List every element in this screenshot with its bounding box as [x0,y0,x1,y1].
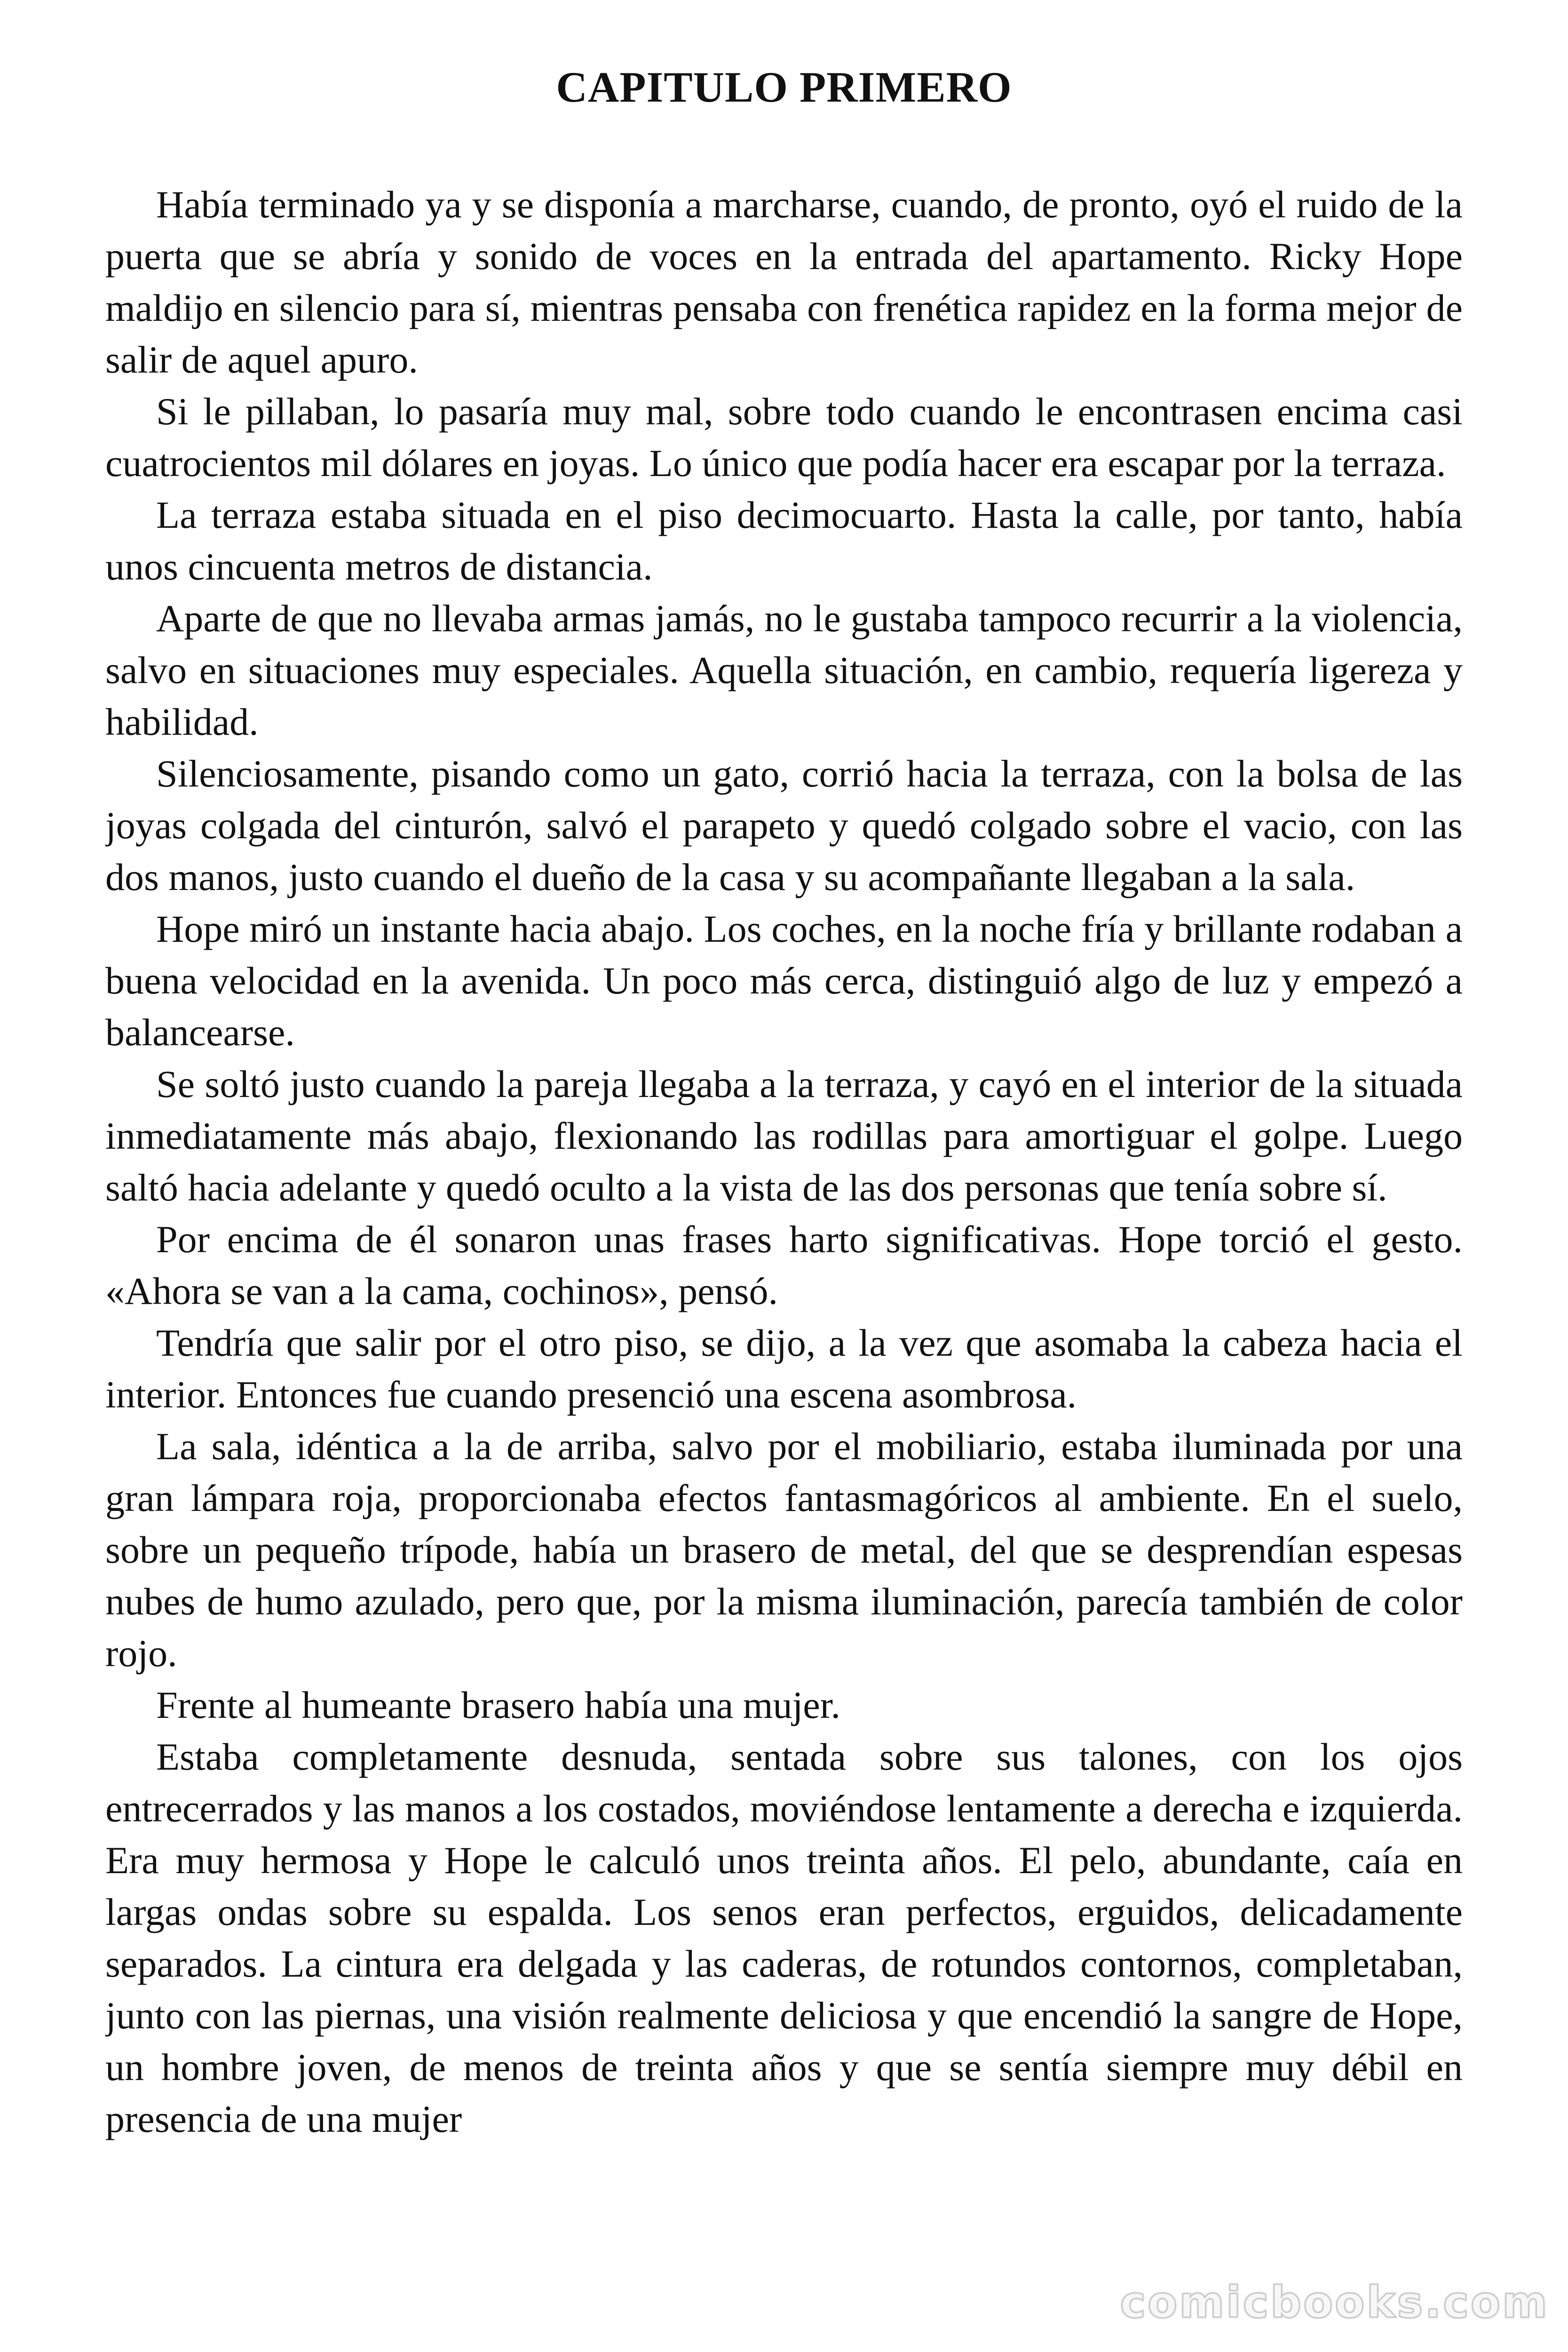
paragraph: Hope miró un instante hacia abajo. Los coches, en la noche fría y brillante rodaban a buena velocidad en la avenida. Un poco más cerca, distinguió algo de luz y empezó a balancearse. [105,907,1463,1054]
paragraph: Aparte de que no llevaba armas jamás, no le gustaba tampoco recurrir a la violencia, salvo en situaciones muy especiales. Aquella situación, en cambio, requería ligereza y habilidad. [105,597,1463,743]
site-watermark: comicbooks.com [1120,2277,1549,2328]
paragraph: Estaba completamente desnuda, sentada sobre sus talones, con los ojos entrecerrados y las manos a los costados, moviéndose lentamente a derecha e izquierda. Era muy hermosa y Hope le calculó unos treinta años. El pelo, abundante, caía en largas ondas sobre su espalda. Los senos eran perfectos, erguidos, delicadamente separados. La cintura era delgada y las caderas, de rotundos contornos, completaban, junto con las piernas, una visión realmente deliciosa y que encendió la sangre de Hope, un hombre joven, de menos de treinta años y que se sentía siempre muy débil en presencia de una mujer [105,1735,1463,2140]
paragraph: Se soltó justo cuando la pareja llegaba a la terraza, y cayó en el interior de la situada inmediatamente más abajo, flexionando las rodillas para amortiguar el golpe. Luego saltó hacia adelante y quedó oculto a la vista de las dos personas que tenía sobre sí. [105,1063,1463,1209]
paragraph: Tendría que salir por el otro piso, se dijo, a la vez que asomaba la cabeza hacia el interior. Entonces fue cuando presenció una escena asombrosa. [105,1321,1463,1416]
chapter-body [105,179,1463,2305]
paragraph: Silenciosamente, pisando como un gato, corrió hacia la terraza, con la bolsa de las joyas colgada del cinturón, salvó el parapeto y quedó colgado sobre el vacio, con las dos manos, justo cuando el dueño de la casa y su acompañante llegaban a la sala. [105,752,1463,898]
chapter-title: CAPITULO PRIMERO [556,63,1012,111]
paragraph: La sala, idéntica a la de arriba, salvo por el mobiliario, estaba iluminada por una gran lámpara roja, proporcionaba efectos fantasmagóricos al ambiente. En el suelo, sobre un pequeño trípode, había un brasero de metal, del que se desprendían espesas nubes de humo azulado, pero que, por la misma iluminación, parecía también de color rojo. [105,1425,1463,1675]
paragraph: Si le pillaban, lo pasaría muy mal, sobre todo cuando le encontrasen encima casi cuatrocientos mil dólares en joyas. Lo único que podía hacer era escapar por la terraza. [105,390,1463,485]
paragraph: Había terminado ya y se disponía a marcharse, cuando, de pronto, oyó el ruido de la puerta que se abría y sonido de voces en la entrada del apartamento. Ricky Hope maldijo en silencio para sí, mientras pensaba con frenética rapidez en la forma mejor de salir de aquel apuro. [105,183,1463,381]
paragraph: La terraza estaba situada en el piso decimocuarto. Hasta la calle, por tanto, había unos cincuenta metros de distancia. [105,493,1463,588]
paragraph: Frente al humeante brasero había una mujer. [156,1684,840,1726]
paragraph: Por encima de él sonaron unas frases harto significativas. Hope torció el gesto. «Ahora se van a la cama, cochinos», pensó. [105,1218,1463,1312]
